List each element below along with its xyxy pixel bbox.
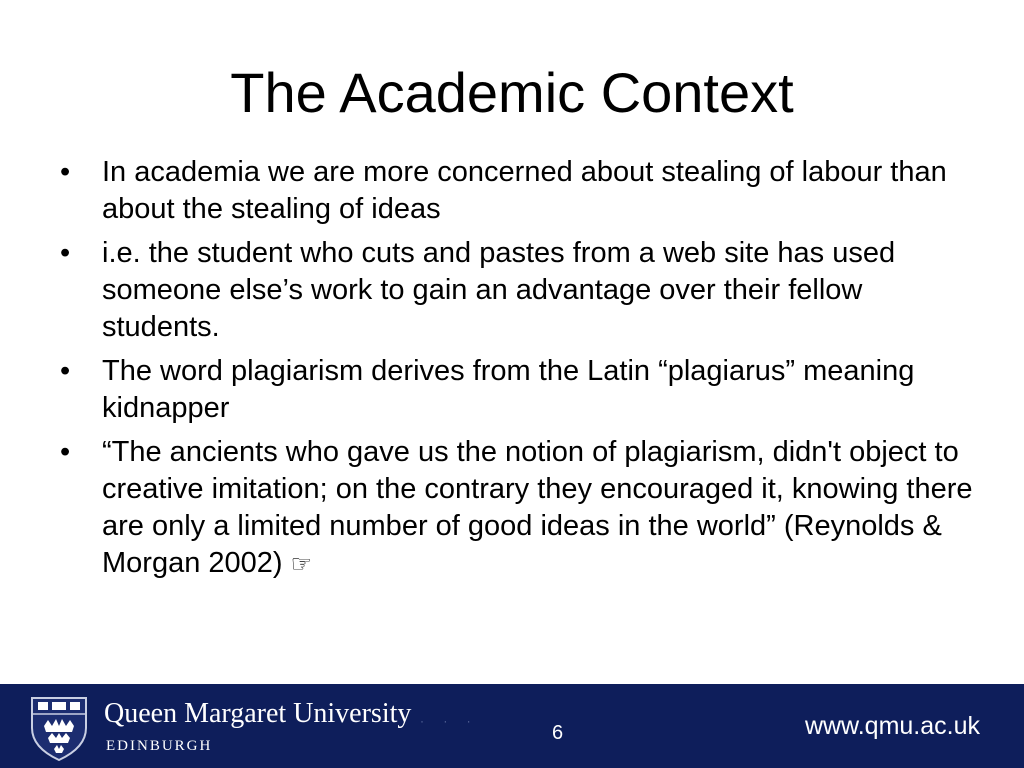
- bullet-marker: •: [60, 355, 71, 387]
- footer-bar: [0, 684, 1024, 768]
- pointing-hand-icon[interactable]: ☞: [290, 550, 313, 578]
- university-name: Queen Margaret University: [104, 698, 412, 729]
- bullet-marker: •: [60, 436, 71, 468]
- footer-divider: · · ·: [420, 714, 479, 728]
- bullet-item: [58, 434, 978, 583]
- bullet-text: i.e. the student who cuts and pastes from a web site has used someone else’s work to gain an advantage over their fellow students.: [102, 237, 896, 343]
- bullet-item: [58, 154, 978, 228]
- bullet-marker: •: [60, 237, 71, 269]
- website-link[interactable]: www.qmu.ac.uk: [804, 712, 980, 740]
- bullet-text: “The ancients who gave us the notion of plagiarism, didn't object to creative imitation; on the contrary they encouraged it, knowing there are only a limited number of good ideas in the world” (Reynolds & Morgan 2002): [102, 436, 973, 579]
- bullet-text: In academia we are more concerned about stealing of labour than about the stealing of ideas: [102, 156, 947, 225]
- bullet-list: [58, 154, 978, 590]
- bullet-item: [58, 235, 978, 346]
- bullet-item: [58, 353, 978, 427]
- university-crest-icon: [24, 692, 94, 762]
- slide-title: The Academic Context: [230, 61, 794, 124]
- page-number: 6: [552, 722, 564, 744]
- bullet-text: The word plagiarism derives from the Latin “plagiarus” meaning kidnapper: [102, 355, 915, 424]
- bullet-marker: •: [60, 156, 71, 188]
- university-city: EDINBURGH: [106, 738, 213, 754]
